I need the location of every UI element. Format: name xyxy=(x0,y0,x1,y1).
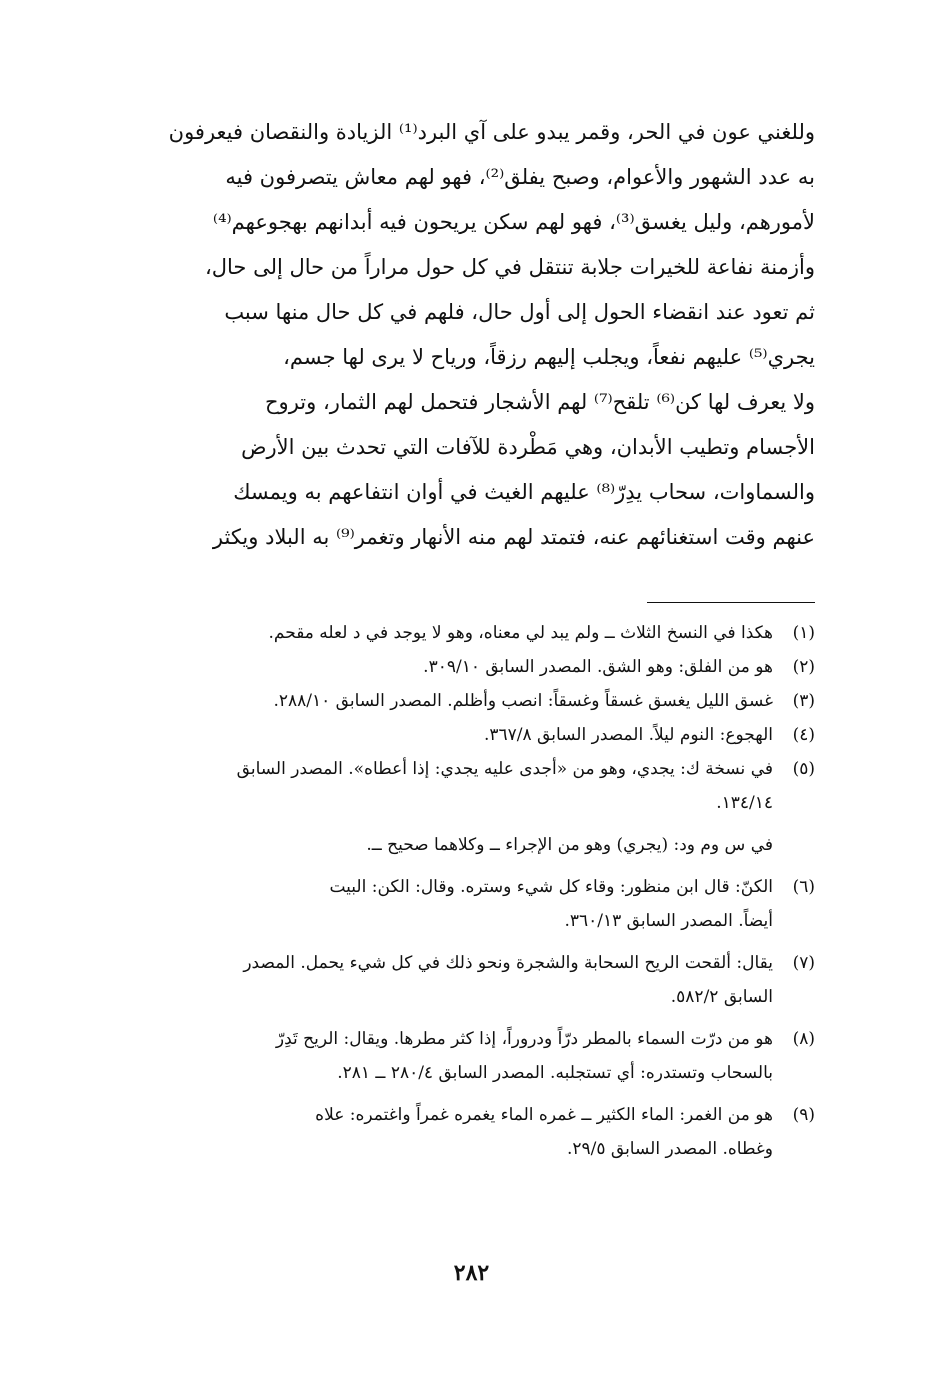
footnote-number: (٦) xyxy=(792,877,815,897)
footnote-line: ١٣٤/١٤. xyxy=(716,793,773,813)
footnote-2 xyxy=(125,650,815,684)
footnote-text xyxy=(125,684,773,718)
text-line: لأمورهم، وليل يغسق⁽³⁾، فهو لهم سكن يريحون فيه أبدانهم بهجوعهم⁽⁴⁾ xyxy=(212,210,815,234)
footnote-text xyxy=(125,1022,773,1090)
text-line: به عدد الشهور والأعوام، وصبح يفلق⁽²⁾، فهو لهم معاش يتصرفون فيه xyxy=(225,165,815,189)
footnote-line: أيضاً. المصدر السابق ٣٦٠/١٣. xyxy=(564,911,773,931)
footnote-8 xyxy=(125,1022,815,1090)
footnote-number: (١) xyxy=(792,623,815,643)
footnote-line: هو من الغمر: الماء الكثير ــ غمره الماء يغمره غمراً واغتمره: علاه xyxy=(315,1105,773,1125)
footnote-text xyxy=(125,752,773,820)
footnote-number: (٨) xyxy=(792,1029,815,1049)
footnote-line: في نسخة ك: يجدي، وهو من «أجدى عليه يجدي: إذا أعطاه». المصدر السابق xyxy=(236,759,773,779)
main-text xyxy=(125,110,815,560)
footnote-number: (٤) xyxy=(792,725,815,745)
footnote-5 xyxy=(125,752,815,820)
footnote-line: يقال: ألقحت الريح السحابة والشجرة ونحو ذلك في كل شيء يحمل. المصدر xyxy=(243,953,773,973)
footnote-line: الكنّ: قال ابن منظور: وقاء كل شيء وستره. وقال: الكن: البيت xyxy=(329,877,773,897)
footnote-7 xyxy=(125,946,815,1014)
footnote-9 xyxy=(125,1098,815,1166)
footnote-6 xyxy=(125,870,815,938)
footnote-line: هكذا في النسخ الثلاث ــ ولم يبد لي معناه، وهو لا يوجد في د لعله مقحم. xyxy=(268,623,773,643)
footnote-text xyxy=(125,946,773,1014)
footnote-line: السابق ٥٨٢/٢. xyxy=(670,987,773,1007)
footnote-text xyxy=(125,718,773,752)
text-line: يجري⁽⁵⁾ عليهم نفعاً، ويجلب إليهم رزقاً، ورياح لا يرى لها جسم، xyxy=(283,345,815,369)
footnote-line: هو من درّت السماء بالمطر درّاً ودروراً، إذا كثر مطرها. ويقال: الريح تَدِرّ xyxy=(275,1029,773,1049)
footnote-number: (٣) xyxy=(792,691,815,711)
footnote-line: هو من الفلق: وهو الشق. المصدر السابق ٣٠٩/١٠. xyxy=(423,657,773,677)
footnotes xyxy=(125,616,815,1166)
footnote-line: بالسحاب وتستدره: أي تستجلبه. المصدر السابق ٢٨٠/٤ ــ ٢٨١. xyxy=(337,1063,773,1083)
footnote-5-note: في س وم ود: (يجري) وهو من الإجراء ــ وكلاهما صحيح ــ. xyxy=(366,835,773,855)
footnote-number: (٧) xyxy=(792,953,815,973)
footnote-text xyxy=(125,870,773,938)
footnote-text xyxy=(125,650,773,684)
page-number: ٢٨٢ xyxy=(453,1260,490,1286)
text-line: الأجسام وتطيب الأبدان، وهي مَطْردة للآفات التي تحدث بين الأرض xyxy=(241,435,815,459)
text-line: ثم تعود عند انقضاء الحول إلى أول حال، فلهم في كل حال منها سبب xyxy=(224,300,815,324)
footnote-line: وغطاه. المصدر السابق ٢٩/٥. xyxy=(566,1139,773,1159)
text-line: ولا يعرف لها كن⁽⁶⁾ تلقح⁽⁷⁾ لهم الأشجار فتحمل لهم الثمار، وتروح xyxy=(265,390,815,414)
footnote-number: (٩) xyxy=(792,1105,815,1125)
footnote-line: غسق الليل يغسق غسقاً وغسقاً: انصب وأظلم. المصدر السابق ٢٨٨/١٠. xyxy=(273,691,773,711)
text-line: وللغني عون في الحر، وقمر يبدو على آي البرد⁽¹⁾ الزيادة والنقصان فيعرفون xyxy=(168,120,815,144)
text-line: والسماوات، سحاب يدِرّ⁽⁸⁾ عليهم الغيث في أوان انتفاعهم به ويمسك xyxy=(233,480,815,504)
footnote-number: (٥) xyxy=(792,759,815,779)
text-line: وأزمنة نفاعة للخيرات جلابة تنتقل في كل حول مراراً من حال إلى حال، xyxy=(204,255,815,279)
footnote-4 xyxy=(125,718,815,752)
footnote-text xyxy=(125,616,773,650)
footnote-number: (٢) xyxy=(792,657,815,677)
footnote-3 xyxy=(125,684,815,718)
text-line: عنهم وقت استغنائهم عنه، فتمتد لهم منه الأنهار وتغمر⁽⁹⁾ به البلاد ويكثر xyxy=(212,525,815,549)
footnote-text xyxy=(125,1098,773,1166)
footnote-line: الهجوع: النوم ليلاً. المصدر السابق ٣٦٧/٨. xyxy=(483,725,773,745)
footnote-1 xyxy=(125,616,815,650)
footnote-divider xyxy=(647,602,815,603)
